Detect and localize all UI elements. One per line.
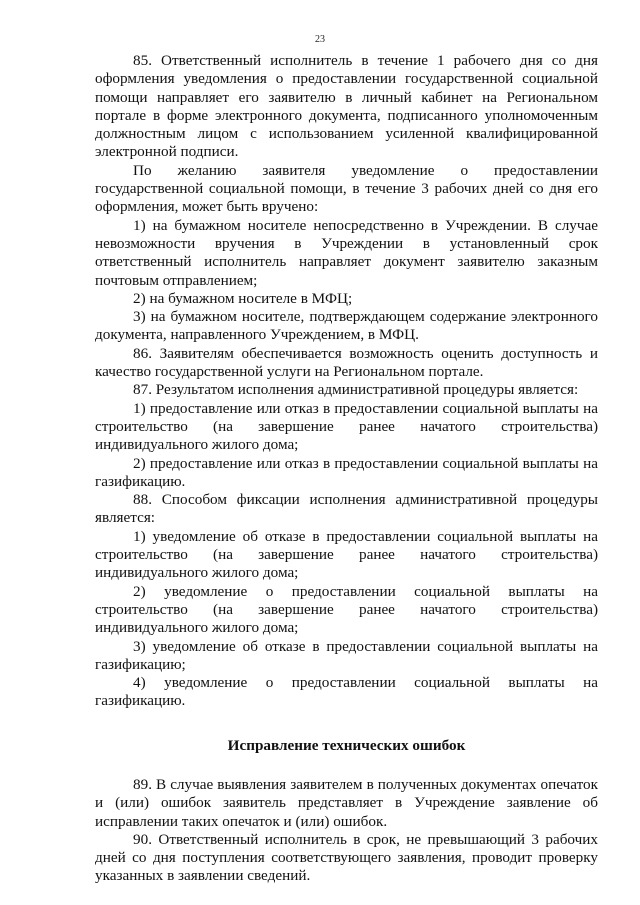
- list-item-88-3: 3) уведомление об отказе в предоставлении социальной выплаты на газификацию;: [95, 637, 598, 673]
- document-body: [95, 52, 598, 886]
- section-heading: Исправление технических ошибок: [227, 736, 466, 754]
- paragraph-89: 89. В случае выявления заявителем в полученных документах опечаток и (или) ошибок заявитель представляет в Учреждение заявление об исправлении таких опечаток и (или) ошибок.: [95, 775, 598, 830]
- list-item-85-1: 1) на бумажном носителе непосредственно в Учреждении. В случае невозможности вручения в Учреждении в установленный срок ответственный исполнитель направляет документ заявителю заказным почтовым отправлением;: [95, 216, 598, 289]
- list-item-88-2: 2) уведомление о предоставлении социальной выплаты на строительство (на завершение ранее начатого строительства) индивидуального жилого дома;: [95, 582, 598, 637]
- paragraph-87: 87. Результатом исполнения административной процедуры является:: [133, 381, 579, 399]
- paragraph-85-delivery-options: По желанию заявителя уведомление о предоставлении государственной социальной помощи, в течение 3 рабочих дней со дня его оформления, может быть вручено:: [95, 161, 598, 216]
- list-item-87-2: 2) предоставление или отказ в предоставлении социальной выплаты на газификацию.: [95, 454, 598, 490]
- list-item-85-2: 2) на бумажном носителе в МФЦ;: [133, 289, 353, 307]
- paragraph-86: 86. Заявителям обеспечивается возможность оценить доступность и качество государственной услуги на Региональном портале.: [95, 344, 598, 381]
- paragraph-90: 90. Ответственный исполнитель в срок, не превышающий 3 рабочих дней со дня поступления соответствующего заявления, проводит проверку указанных в заявлении сведений.: [95, 830, 598, 885]
- paragraph-88: 88. Способом фиксации исполнения административной процедуры является:: [95, 491, 598, 527]
- paragraph-85: 85. Ответственный исполнитель в течение 1 рабочего дня со дня оформления уведомления о предоставлении государственной социальной помощи направляет его заявителю в личный кабинет на Региональном портале в форме электронного документа, подписанного уполномоченным должностным лицом с использованием усиленной квалифицированной электронной подписи.: [95, 52, 598, 161]
- list-item-87-1: 1) предоставление или отказ в предоставлении социальной выплаты на строительство (на завершение ранее начатого строительства) индивидуального жилого дома;: [95, 399, 598, 454]
- page-number: 23: [315, 34, 325, 45]
- list-item-88-1: 1) уведомление об отказе в предоставлении социальной выплаты на строительство (на завершение ранее начатого строительства) индивидуального жилого дома;: [95, 527, 598, 582]
- list-item-88-4: 4) уведомление о предоставлении социальной выплаты на газификацию.: [95, 674, 598, 710]
- list-item-85-3: 3) на бумажном носителе, подтверждающем содержание электронного документа, направленного Учреждением, в МФЦ.: [95, 308, 598, 344]
